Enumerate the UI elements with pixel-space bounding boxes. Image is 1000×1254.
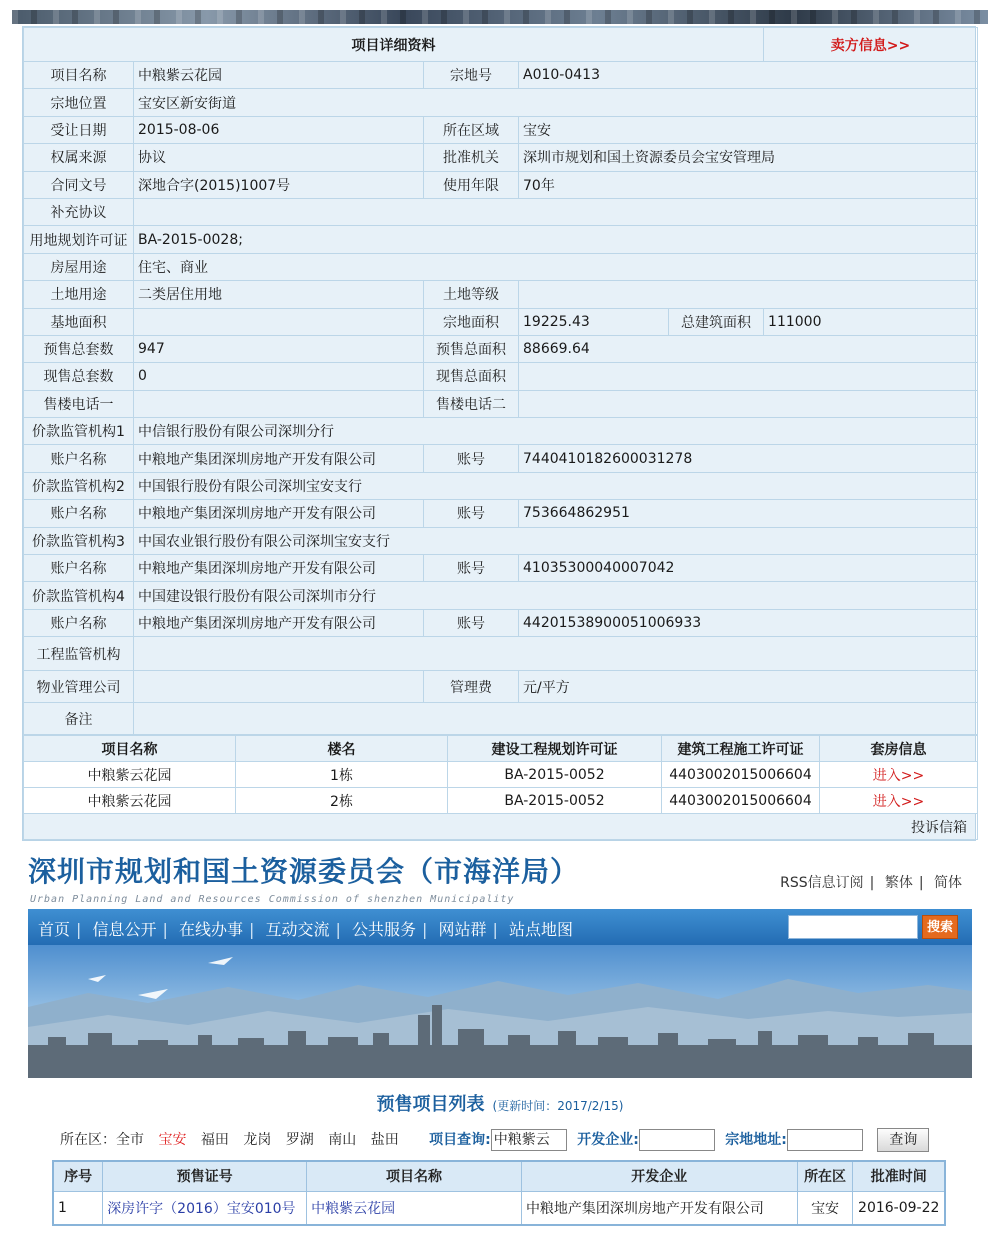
label-acct2-name: 账户名称 (24, 500, 134, 527)
value-acct4-no: 44201538900051006933 (519, 609, 978, 636)
area-yantian[interactable]: 盐田 (370, 1132, 399, 1148)
value-supplement (134, 198, 978, 225)
col-header-unit-info: 套房信息 (820, 736, 978, 762)
project-detail-panel (22, 26, 976, 841)
label-term: 使用年限 (424, 171, 519, 198)
label-transfer-date: 受让日期 (24, 116, 134, 143)
label-location: 宗地位置 (24, 89, 134, 116)
value-escrow3: 中国农业银行股份有限公司深圳宝安支行 (134, 527, 978, 554)
detail-title: 项目详细资料 (24, 28, 764, 62)
developer-input[interactable] (639, 1129, 715, 1151)
label-project-name: 项目名称 (24, 62, 134, 89)
main-nav: 首页 | 信息公开 | 在线办事 | 互动交流 | 公共服务 | 网站群 | 站点地图 搜索 (28, 909, 972, 945)
label-spot-area: 现售总面积 (424, 363, 519, 390)
col-header-no: 序号 (53, 1161, 103, 1191)
col-header-project: 项目名称 (307, 1161, 522, 1191)
value-total-build-area: 111000 (764, 308, 978, 335)
nav-info-public[interactable]: 信息公开 (92, 920, 157, 939)
value-eng-supervisor (134, 637, 978, 671)
label-house-use: 房屋用途 (24, 253, 134, 280)
project-link[interactable]: 中粮紫云花园 (307, 1191, 522, 1225)
address-input[interactable] (787, 1129, 863, 1151)
label-escrow2: 价款监管机构2 (24, 472, 134, 499)
site-title: 深圳市规划和国土资源委员会（市海洋局） (28, 855, 580, 888)
value-presale-area: 88669.64 (519, 335, 978, 362)
value-lot-no: A010-0413 (519, 62, 978, 89)
label-acct1-no: 账号 (424, 445, 519, 472)
label-lot-area: 宗地面积 (424, 308, 519, 335)
value-presale-units: 947 (134, 335, 424, 362)
buildings-table (23, 735, 978, 840)
col-header-district: 所在区 (797, 1161, 853, 1191)
building-plan-permit: BA-2015-0052 (448, 788, 662, 814)
label-ownership-source: 权属来源 (24, 144, 134, 171)
label-acct2-no: 账号 (424, 500, 519, 527)
label-land-permit: 用地规划许可证 (24, 226, 134, 253)
label-acct4-no: 账号 (424, 609, 519, 636)
building-build-permit: 4403002015006604 (662, 762, 820, 788)
label-acct4-name: 账户名称 (24, 609, 134, 636)
label-lot-no: 宗地号 (424, 62, 519, 89)
enter-unit-link[interactable]: 进入>> (820, 762, 978, 788)
value-land-grade (519, 281, 978, 308)
value-property-mgmt (134, 671, 424, 703)
label-acct3-no: 账号 (424, 555, 519, 582)
query-button[interactable]: 查询 (877, 1128, 929, 1152)
value-land-permit: BA-2015-0028; (134, 226, 978, 253)
presale-cert-link[interactable]: 深房许字（2016）宝安010号 (103, 1191, 307, 1225)
col-header-building: 楼名 (236, 736, 448, 762)
nav-home[interactable]: 首页 (38, 920, 71, 939)
label-eng-supervisor: 工程监管机构 (24, 637, 134, 671)
row-developer: 中粮地产集团深圳房地产开发有限公司 (521, 1191, 797, 1225)
label-property-mgmt: 物业管理公司 (24, 671, 134, 703)
address-label: 宗地地址: (725, 1132, 787, 1148)
col-header-date: 批准时间 (853, 1161, 945, 1191)
label-remarks: 备注 (24, 703, 134, 735)
nav-site-group[interactable]: 网站群 (438, 920, 487, 939)
value-mgmt-fee: 元/平方 (519, 671, 978, 703)
area-label: 所在区： (60, 1132, 116, 1148)
nav-interaction[interactable]: 互动交流 (265, 920, 330, 939)
area-futian[interactable]: 福田 (200, 1132, 229, 1148)
value-lot-area: 19225.43 (519, 308, 669, 335)
value-acct2-name: 中粮地产集团深圳房地产开发有限公司 (134, 500, 424, 527)
value-acct1-no: 7440410182600031278 (519, 445, 978, 472)
col-header-cert: 预售证号 (103, 1161, 307, 1191)
area-all[interactable]: 全市 (116, 1132, 144, 1148)
project-detail-table (23, 27, 978, 735)
building-name: 2栋 (236, 788, 448, 814)
building-plan-permit: BA-2015-0052 (448, 762, 662, 788)
area-luohu[interactable]: 罗湖 (285, 1132, 314, 1148)
row-date: 2016-09-22 (853, 1191, 945, 1225)
label-mgmt-fee: 管理费 (424, 671, 519, 703)
rss-link[interactable]: RSS信息订阅 (780, 875, 864, 891)
value-approval-org: 深圳市规划和国土资源委员会宝安管理局 (519, 144, 978, 171)
row-district: 宝安 (797, 1191, 853, 1225)
label-approval-org: 批准机关 (424, 144, 519, 171)
label-acct1-name: 账户名称 (24, 445, 134, 472)
project-query-label: 项目查询: (429, 1132, 491, 1148)
enter-unit-link[interactable]: 进入>> (820, 788, 978, 814)
value-escrow2: 中国银行股份有限公司深圳宝安支行 (134, 472, 978, 499)
table-row (24, 788, 978, 814)
label-escrow4: 价款监管机构4 (24, 582, 134, 609)
presale-title-row (28, 1090, 972, 1116)
label-district: 所在区域 (424, 116, 519, 143)
value-location: 宝安区新安街道 (134, 89, 978, 116)
area-nanshan[interactable]: 南山 (328, 1132, 357, 1148)
value-land-use: 二类居住用地 (134, 281, 424, 308)
filter-bar (60, 1128, 929, 1152)
presale-table (52, 1160, 946, 1226)
simplified-link[interactable]: 简体 (934, 875, 962, 891)
value-phone1 (134, 390, 424, 417)
label-presale-area: 预售总面积 (424, 335, 519, 362)
value-acct1-name: 中粮地产集团深圳房地产开发有限公司 (134, 445, 424, 472)
col-header-developer: 开发企业 (521, 1161, 797, 1191)
site-search-input[interactable] (788, 915, 918, 939)
site-subtitle: Urban Planning Land and Resources Commission of shenzhen Municipality (30, 894, 515, 905)
search-button[interactable]: 搜索 (922, 915, 958, 939)
label-phone2: 售楼电话二 (424, 390, 519, 417)
col-header-plan-permit: 建设工程规划许可证 (448, 736, 662, 762)
label-escrow1: 价款监管机构1 (24, 418, 134, 445)
nav-site-map[interactable]: 站点地图 (509, 920, 574, 939)
building-name: 1栋 (236, 762, 448, 788)
value-acct4-name: 中粮地产集团深圳房地产开发有限公司 (134, 609, 424, 636)
col-header-project: 项目名称 (24, 736, 236, 762)
presale-title: 预售项目列表 (376, 1094, 485, 1115)
nav-online-service[interactable]: 在线办事 (179, 920, 244, 939)
building-project: 中粮紫云花园 (24, 762, 236, 788)
label-land-grade: 土地等级 (424, 281, 519, 308)
update-time: (更新时间：2017/2/15) (492, 1099, 624, 1113)
top-banner-strip (12, 10, 988, 24)
value-house-use: 住宅、商业 (134, 253, 978, 280)
value-ownership-source: 协议 (134, 144, 424, 171)
label-supplement: 补充协议 (24, 198, 134, 225)
area-baoan[interactable]: 宝安 (158, 1132, 187, 1148)
value-base-area (134, 308, 424, 335)
table-row (53, 1191, 945, 1225)
value-district: 宝安 (519, 116, 978, 143)
value-project-name: 中粮紫云花园 (134, 62, 424, 89)
value-acct2-no: 753664862951 (519, 500, 978, 527)
value-spot-area (519, 363, 978, 390)
project-query-input[interactable]: 中粮紫云 (491, 1129, 567, 1151)
presale-list-section (28, 1078, 972, 1248)
seller-info-link[interactable]: 卖方信息>> (764, 28, 978, 62)
building-build-permit: 4403002015006604 (662, 788, 820, 814)
value-phone2 (519, 390, 978, 417)
building-project: 中粮紫云花园 (24, 788, 236, 814)
value-escrow1: 中信银行股份有限公司深圳分行 (134, 418, 978, 445)
value-term: 70年 (519, 171, 978, 198)
nav-public-service[interactable]: 公共服务 (352, 920, 417, 939)
label-land-use: 土地用途 (24, 281, 134, 308)
value-transfer-date: 2015-08-06 (134, 116, 424, 143)
value-acct3-name: 中粮地产集团深圳房地产开发有限公司 (134, 555, 424, 582)
row-no: 1 (53, 1191, 103, 1225)
table-row (24, 762, 978, 788)
label-acct3-name: 账户名称 (24, 555, 134, 582)
area-longgang[interactable]: 龙岗 (243, 1132, 272, 1148)
col-header-build-permit: 建筑工程施工许可证 (662, 736, 820, 762)
label-escrow3: 价款监管机构3 (24, 527, 134, 554)
label-base-area: 基地面积 (24, 308, 134, 335)
value-escrow4: 中国建设银行股份有限公司深圳市分行 (134, 582, 978, 609)
label-total-build-area: 总建筑面积 (669, 308, 764, 335)
city-skyline-banner (28, 945, 972, 1078)
label-presale-units: 预售总套数 (24, 335, 134, 362)
value-acct3-no: 41035300040007042 (519, 555, 978, 582)
top-links: RSS信息订阅 | 繁体 | 简体 (780, 875, 962, 891)
developer-label: 开发企业: (577, 1132, 639, 1148)
value-remarks (134, 703, 978, 735)
label-spot-units: 现售总套数 (24, 363, 134, 390)
complaint-link[interactable]: 投诉信箱 (24, 814, 978, 840)
value-spot-units: 0 (134, 363, 424, 390)
label-contract-no: 合同文号 (24, 171, 134, 198)
label-phone1: 售楼电话一 (24, 390, 134, 417)
traditional-link[interactable]: 繁体 (884, 875, 913, 891)
value-contract-no: 深地合字(2015)1007号 (134, 171, 424, 198)
